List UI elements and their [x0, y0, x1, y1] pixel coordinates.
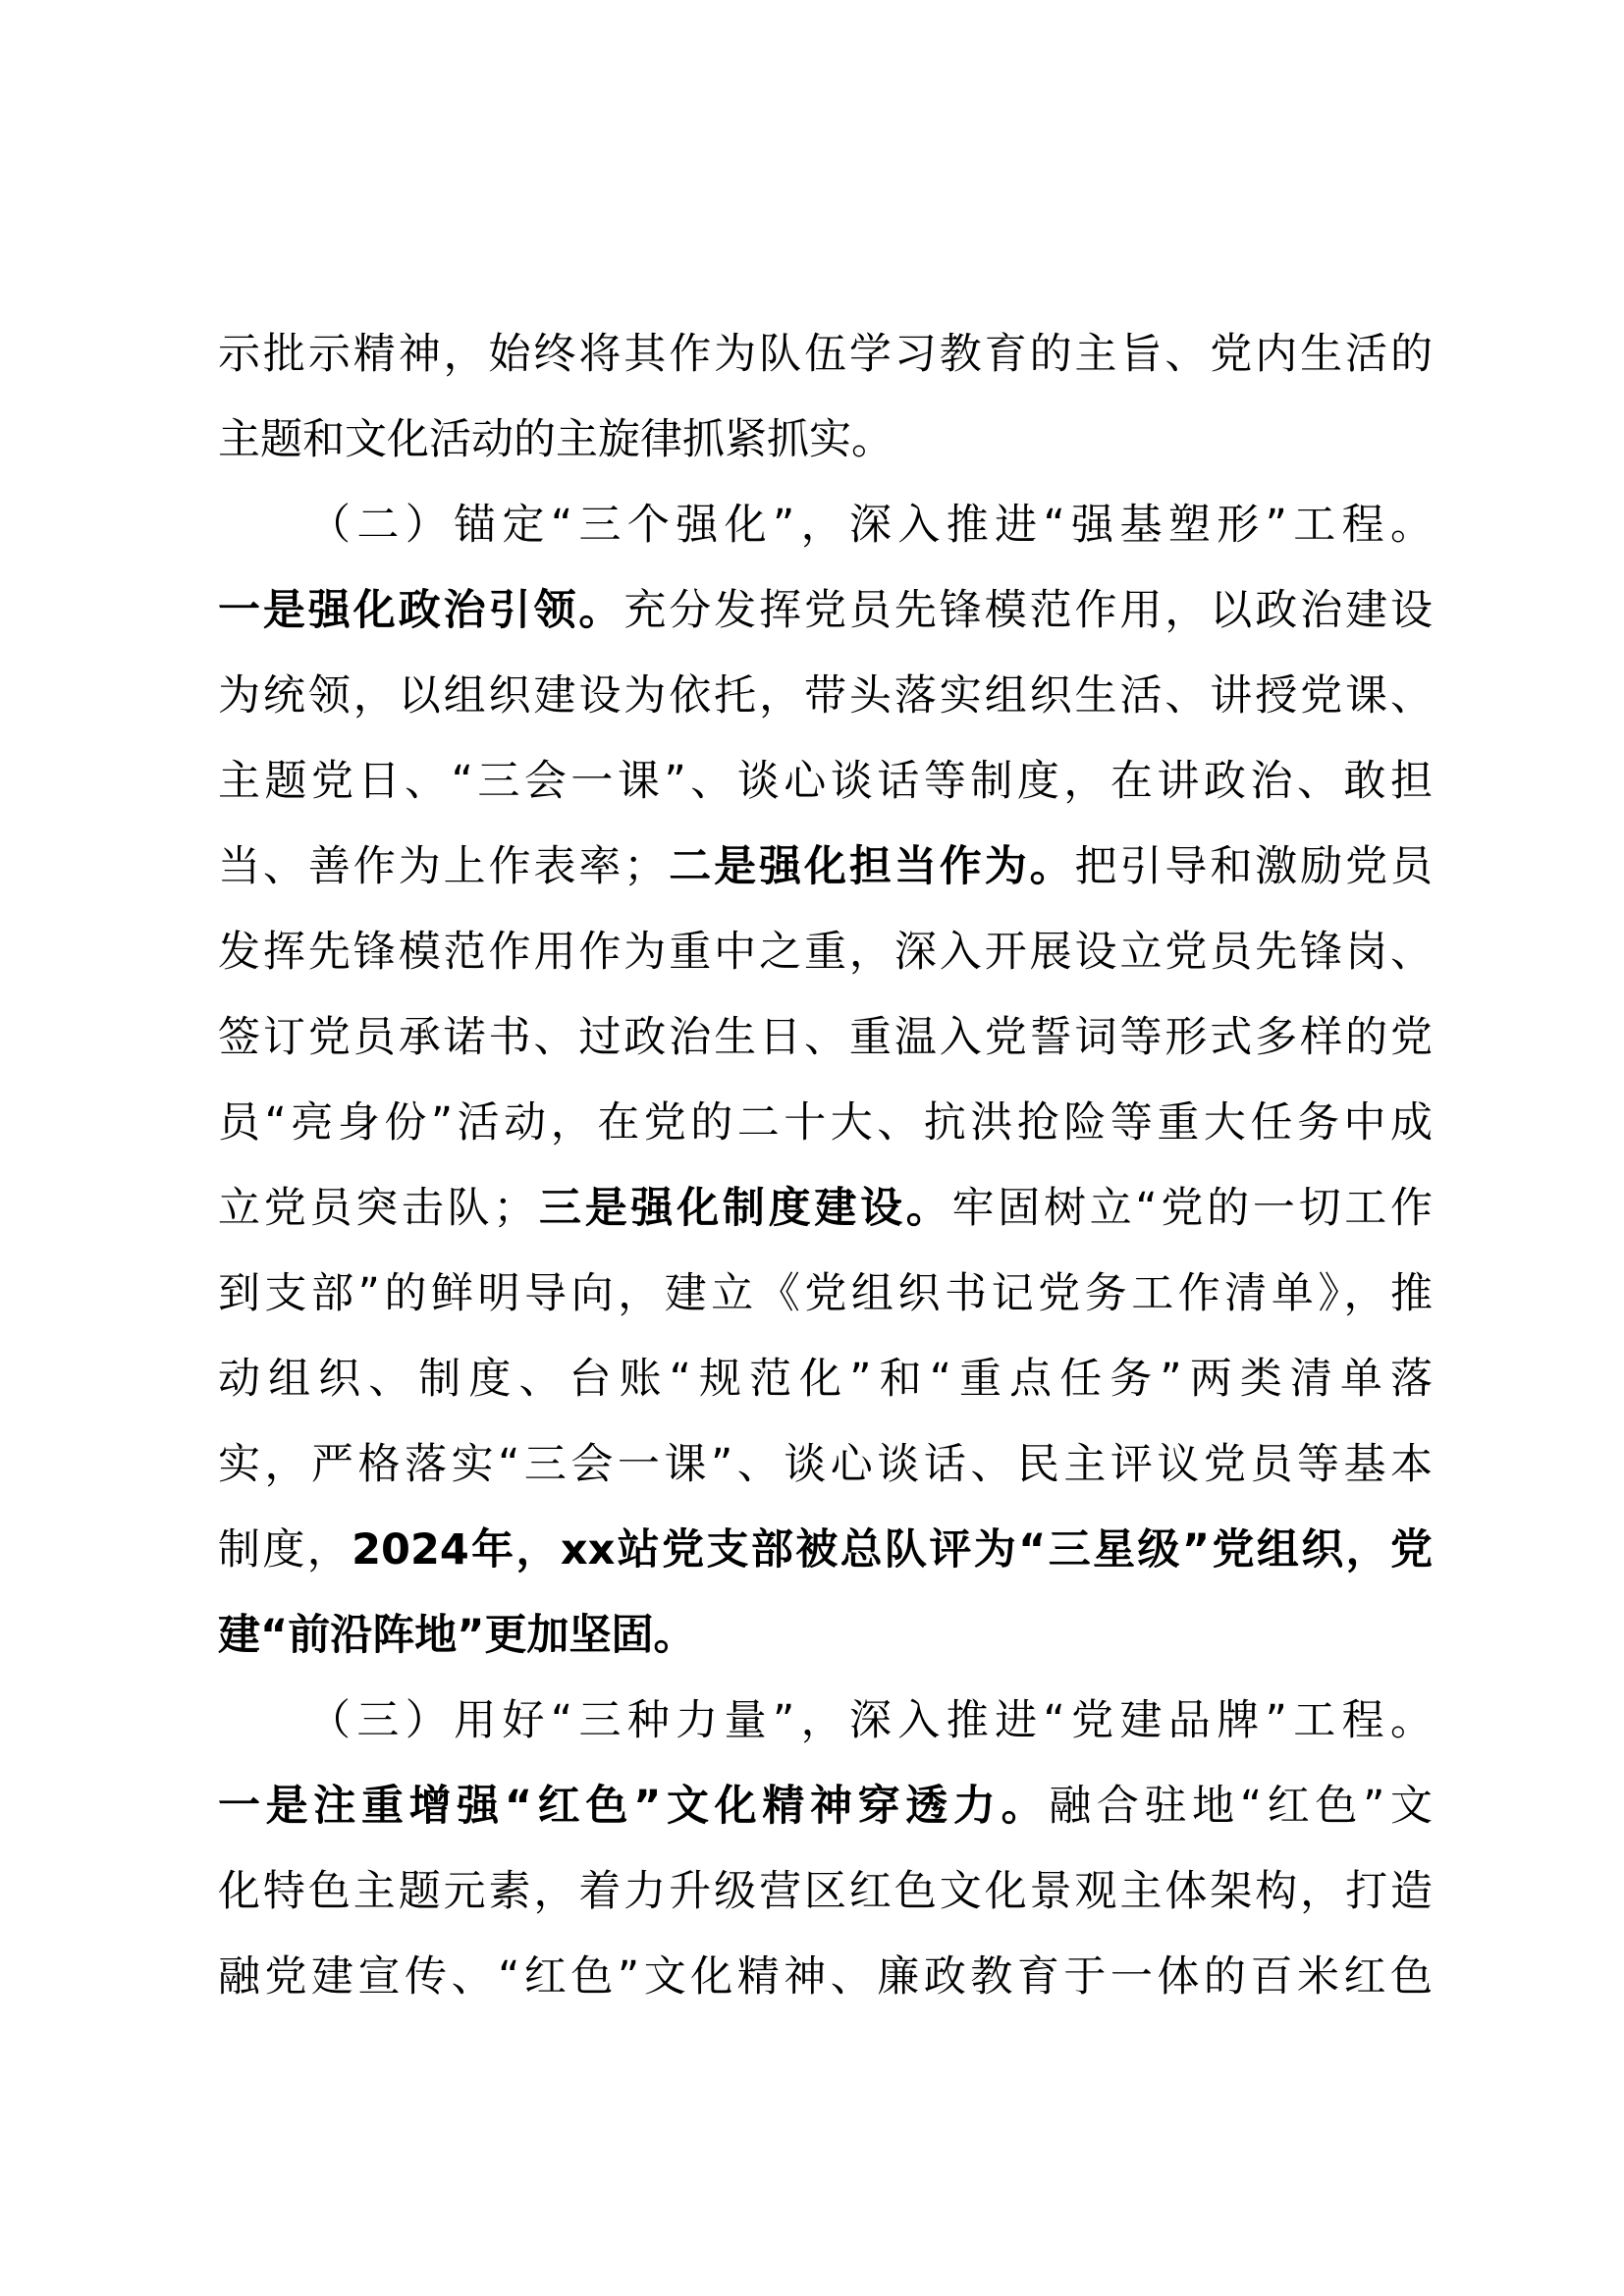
text-line [218, 312, 1433, 398]
text-line [218, 1935, 1433, 2020]
body-text: 签订党员承诺书、过政治生日、重温入党誓词等形式多样的党 [218, 1013, 1433, 1062]
text-line [218, 910, 1433, 995]
text-line [218, 568, 1433, 654]
text-line [218, 1337, 1433, 1422]
text-line [218, 1081, 1433, 1166]
body-text: （三）用好“三种力量”，深入推进“党建品牌”工程。 [308, 1696, 1433, 1745]
text-line [218, 1422, 1433, 1508]
body-text: 主题和文化活动的主旋律抓紧抓实。 [218, 415, 893, 464]
document-body [218, 312, 1433, 2020]
bold-text: 2024年，xx站党支部被总队评为“三星级”党组织，党 [352, 1525, 1434, 1575]
body-text: 制度， [218, 1525, 352, 1575]
body-text: 动组织、制度、台账“规范化”和“重点任务”两类清单落 [218, 1355, 1433, 1404]
bold-text: 二是强化担当作为。 [666, 842, 1075, 891]
body-text: 融合驻地“红色”文 [1049, 1782, 1433, 1831]
body-text: 主题党日、“三会一课”、谈心谈话等制度，在讲政治、敢担 [218, 757, 1433, 806]
text-line [218, 654, 1433, 739]
body-text: 立党员突击队； [218, 1184, 536, 1233]
bold-text: 一是注重增强“红色”文化精神穿透力。 [218, 1782, 1050, 1831]
body-text: （二）锚定“三个强化”，深入推进“强基塑形”工程。 [308, 501, 1433, 550]
bold-text: 一是强化政治引领。 [218, 586, 624, 635]
text-line [218, 1166, 1433, 1252]
text-line [218, 739, 1433, 825]
body-text: 实，严格落实“三会一课”、谈心谈话、民主评议党员等基本 [218, 1440, 1433, 1489]
body-text: 员“亮身份”活动，在党的二十大、抗洪抢险等重大任务中成 [218, 1098, 1433, 1148]
body-text: 当、善作为上作表率； [218, 842, 667, 891]
body-text: 把引导和激励党员 [1074, 842, 1434, 891]
body-text: 融党建宣传、“红色”文化精神、廉政教育于一体的百米红色 [218, 1952, 1433, 2002]
body-text: 化特色主题元素，着力升级营区红色文化景观主体架构，打造 [218, 1867, 1433, 1916]
text-line [218, 1764, 1433, 1849]
body-text: 牢固树立“党的一切工作 [951, 1184, 1434, 1233]
body-text: 到支部”的鲜明导向，建立《党组织书记党务工作清单》，推 [218, 1269, 1433, 1318]
bold-text: 三是强化制度建设。 [535, 1184, 952, 1233]
section-heading-line [218, 1679, 1433, 1764]
body-text: 发挥先锋模范作用作为重中之重，深入开展设立党员先锋岗、 [218, 928, 1433, 977]
text-line [218, 1508, 1433, 1593]
text-line [218, 1849, 1433, 1935]
text-line [218, 1593, 1433, 1679]
body-text: 为统领，以组织建设为依托，带头落实组织生活、讲授党课、 [218, 671, 1433, 721]
body-text: 充分发挥党员先锋模范作用，以政治建设 [623, 586, 1434, 635]
text-line [218, 995, 1433, 1081]
body-text: 示批示精神，始终将其作为队伍学习教育的主旨、党内生活的 [218, 330, 1433, 379]
bold-text: 建“前沿阵地”更加坚固。 [218, 1611, 696, 1660]
text-line [218, 398, 1433, 483]
text-line [218, 1252, 1433, 1337]
text-line [218, 825, 1433, 910]
section-heading-line [218, 483, 1433, 568]
